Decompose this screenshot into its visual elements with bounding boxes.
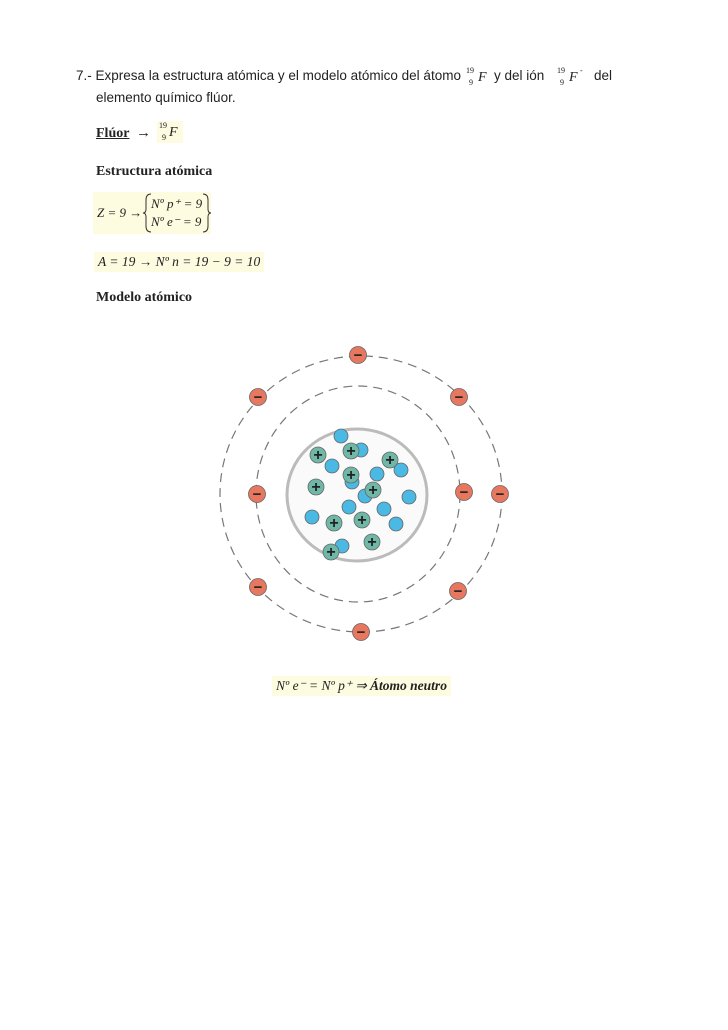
neutron	[377, 502, 391, 516]
svg-text:−: −	[353, 347, 363, 364]
neutron	[370, 467, 384, 481]
svg-text:+: +	[368, 482, 378, 499]
electron	[450, 583, 467, 601]
caption-equation: Nº e⁻ = Nº p⁺ ⇒	[276, 678, 371, 693]
fluor-symbol: F	[169, 125, 178, 140]
neutron	[325, 459, 339, 473]
svg-text:+: +	[346, 443, 356, 460]
ion-charge: -	[580, 66, 583, 75]
question-number: 7.-	[76, 68, 92, 83]
ion-symbol: F	[569, 70, 578, 85]
svg-text:−: −	[454, 389, 464, 406]
svg-text:+: +	[326, 544, 336, 561]
question-end: del	[594, 68, 613, 83]
svg-text:+: +	[313, 447, 323, 464]
svg-text:−: −	[253, 579, 263, 596]
neutral-caption	[272, 676, 451, 696]
electron	[456, 484, 473, 502]
mass-number: 19	[466, 66, 474, 75]
element-symbol: F	[478, 70, 487, 85]
question-line-2: elemento químico flúor.	[96, 90, 236, 105]
svg-text:+: +	[311, 479, 321, 496]
mass-equation: A = 19 → Nº n = 19 − 9 = 10	[94, 252, 264, 272]
fluor-arrow: →	[136, 125, 151, 141]
model-heading: Modelo atómico	[96, 290, 193, 305]
protons-eq: Nº p⁺ = 9	[151, 196, 203, 211]
svg-text:−: −	[356, 624, 366, 641]
electron	[250, 389, 267, 407]
caption-result: Átomo neutro	[370, 678, 447, 693]
question-mid: y del ión	[494, 68, 545, 83]
atomic-number: 9	[469, 78, 473, 87]
svg-text:+: +	[329, 515, 339, 532]
electron	[350, 347, 367, 365]
svg-text:−: −	[495, 486, 505, 503]
svg-text:−: −	[459, 484, 469, 501]
svg-text:−: −	[252, 486, 262, 503]
electron	[250, 579, 267, 597]
neutron	[342, 500, 356, 514]
question-text: Expresa la estructura atómica y el modelo atómico del átomo	[95, 68, 461, 83]
svg-text:−: −	[453, 583, 463, 600]
electrons-eq: Nº e⁻ = 9	[151, 214, 202, 229]
svg-text:+: +	[357, 512, 367, 529]
neutron	[334, 429, 348, 443]
neutron	[402, 490, 416, 504]
structure-heading: Estructura atómica	[96, 164, 213, 179]
svg-text:−: −	[253, 389, 263, 406]
electron	[353, 624, 370, 642]
neutron	[389, 517, 403, 531]
ion-mass-number: 19	[557, 66, 565, 75]
svg-text:+: +	[346, 467, 356, 484]
svg-text:+: +	[367, 534, 377, 551]
electron	[451, 389, 468, 407]
z-label: Z = 9 →	[97, 205, 143, 220]
fluor-z: 9	[162, 133, 166, 142]
electron	[249, 486, 266, 504]
ion-atomic-number: 9	[560, 78, 564, 87]
fluor-mass: 19	[159, 121, 167, 130]
fluor-label: Flúor	[96, 126, 130, 141]
svg-text:+: +	[385, 452, 395, 469]
neutron	[305, 510, 319, 524]
electron	[492, 486, 509, 504]
